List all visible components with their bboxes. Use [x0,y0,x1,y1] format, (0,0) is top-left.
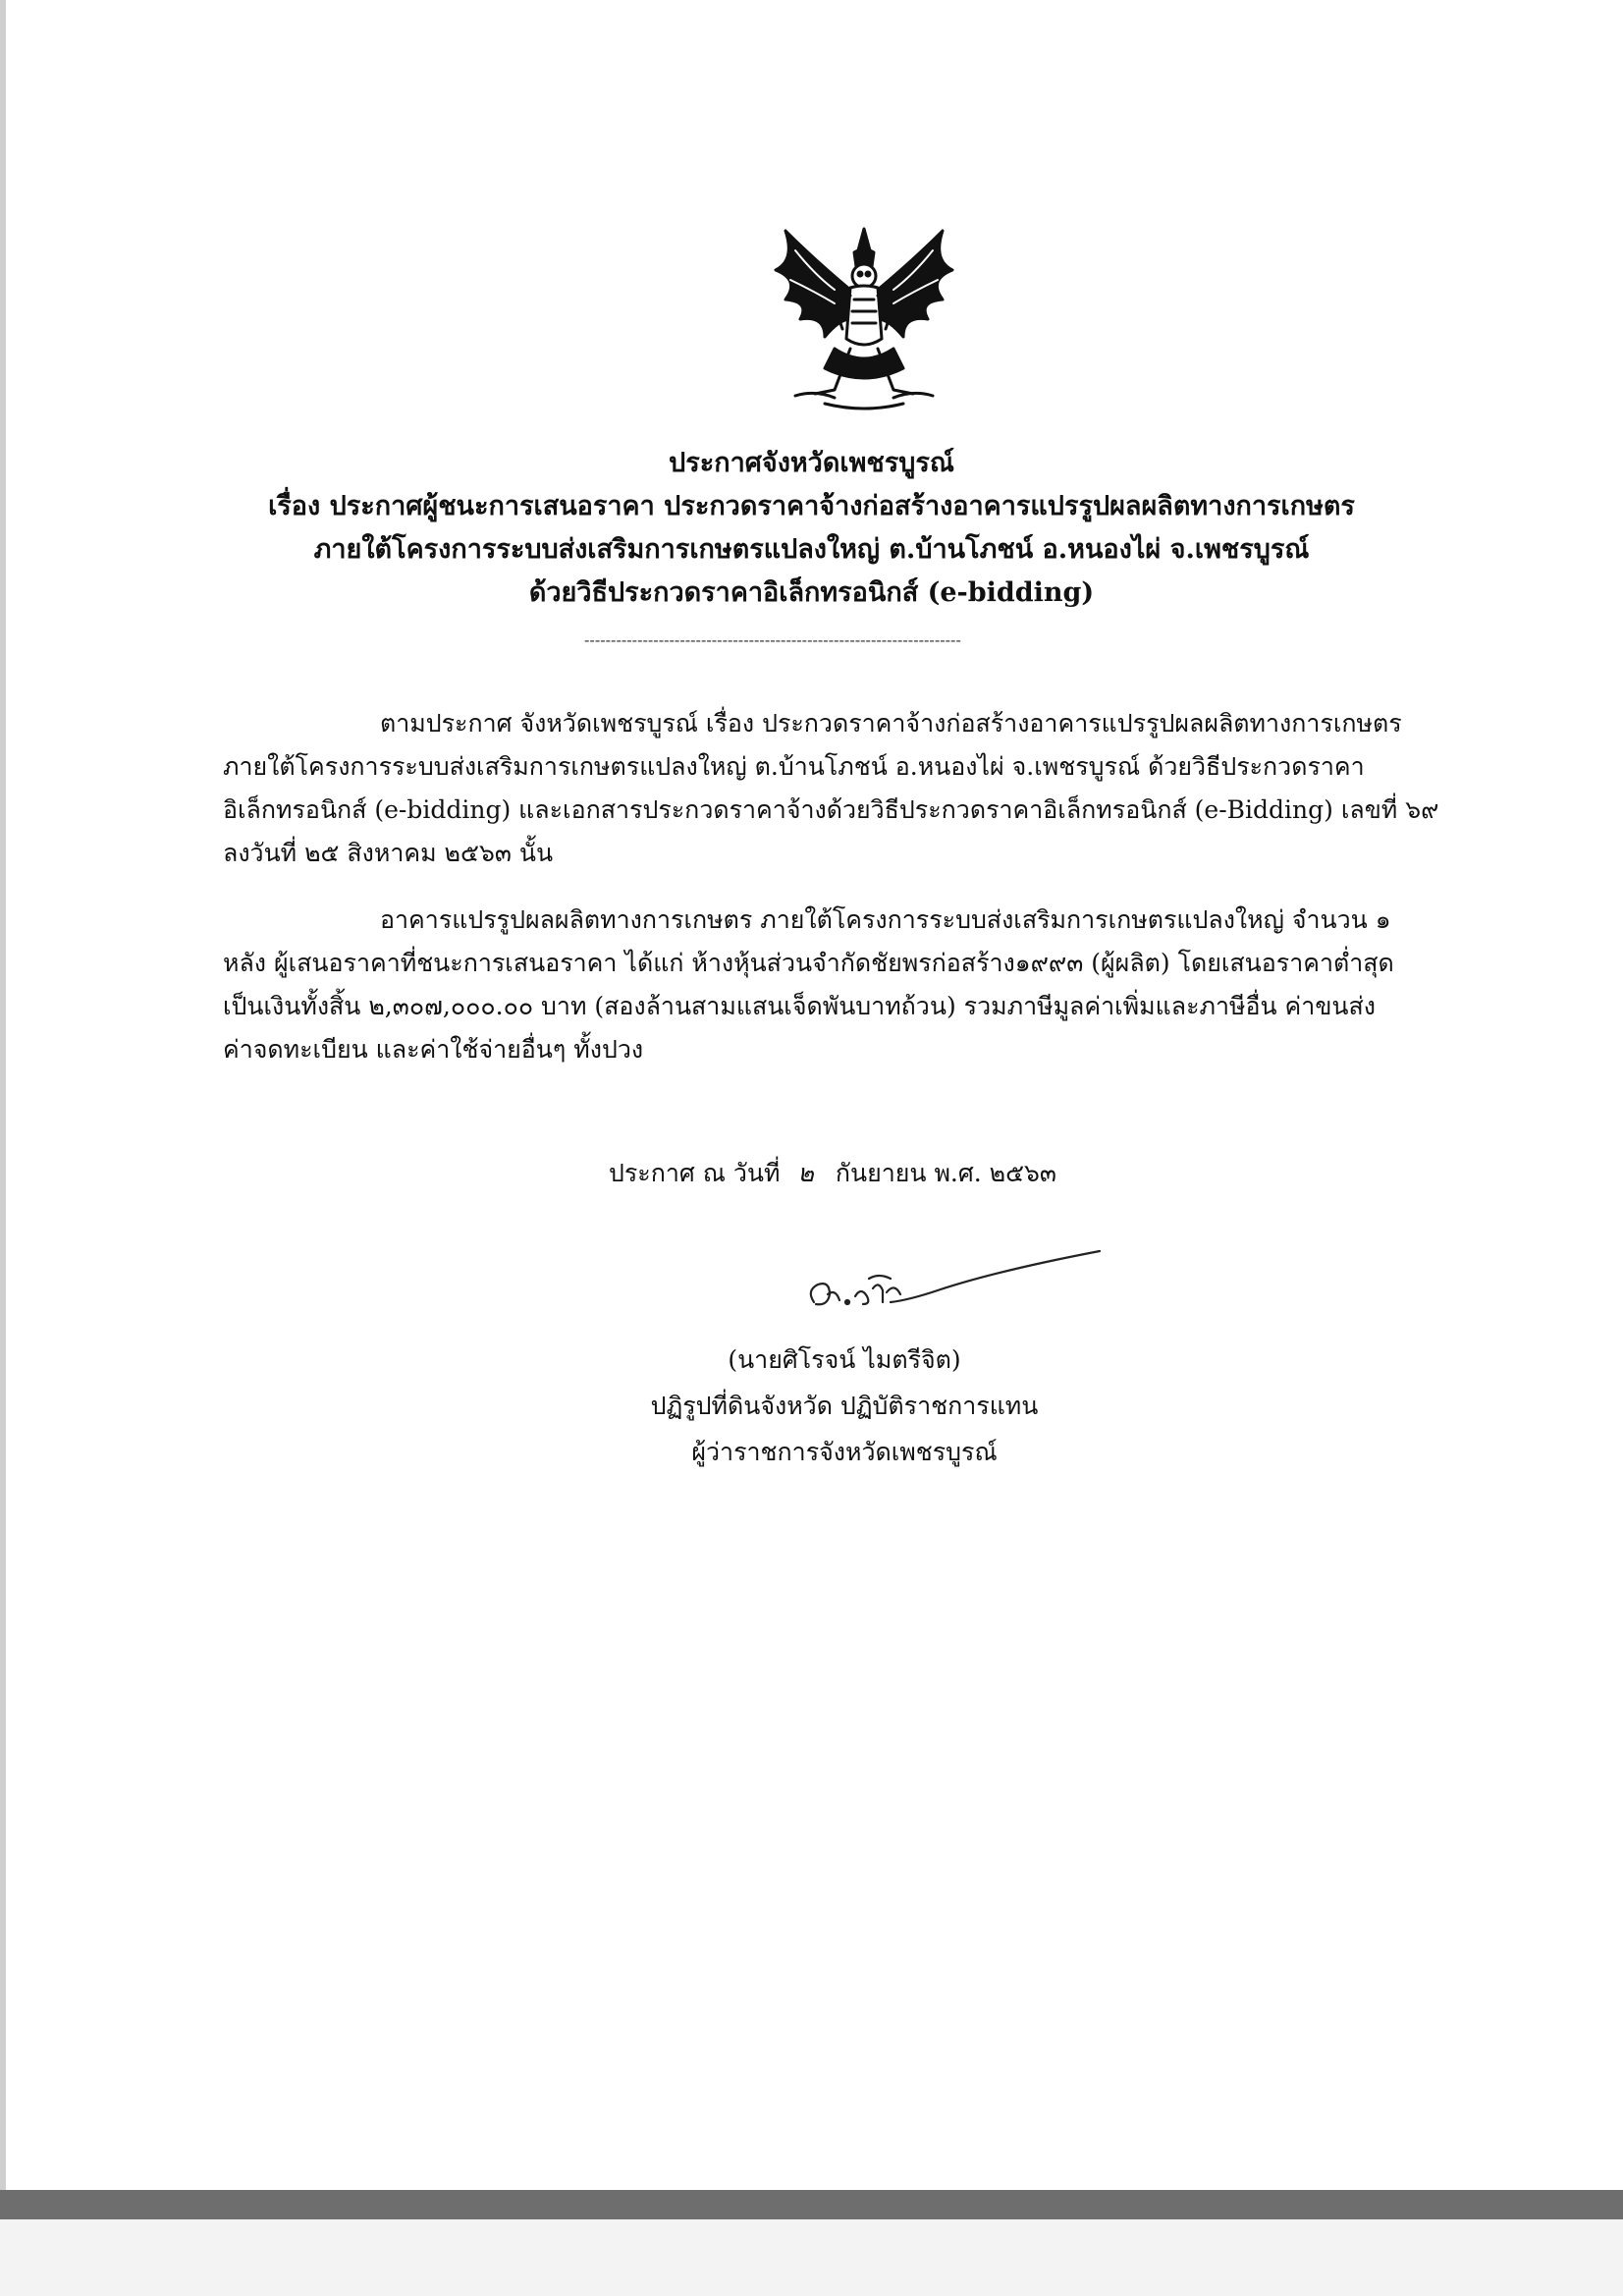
announcement-subject-line2: ภายใต้โครงการระบบส่งเสริมการเกษตรแปลงใหญ่ ต.บ้านโภชน์ อ.หนองไผ่ จ.เพชรบูรณ์ [313,534,1310,565]
scan-left-edge [0,0,6,2190]
signatory-office: ผู้ว่าราชการจังหวัดเพชรบูรณ์ [691,1438,998,1466]
garuda-emblem-icon [756,221,972,417]
signatory-name: (นายศิโรจน์ ไมตรีจิต) [728,1345,961,1374]
paragraph-line: เป็นเงินทั้งสิ้น ๒,๓๐๗,๐๐๐.๐๐ บาท (สองล้านสามแสนเจ็ดพันบาทถ้วน) รวมภาษีมูลค่าเพิ่มและภาษีอื่น ค่าขนส่ง [223,992,1376,1020]
paragraph-line: ลงวันที่ ๒๕ สิงหาคม ๒๕๖๓ นั้น [223,839,554,867]
announcement-date [609,1154,1056,1193]
date-day: ๒ [797,1159,814,1187]
date-prefix: ประกาศ ณ วันที่ [609,1159,781,1187]
body-paragraph-2 [223,899,1463,1071]
scan-bottom-margin [0,2219,1623,2296]
date-suffix: กันยายน พ.ศ. ๒๕๖๓ [835,1159,1057,1187]
handwritten-signature [800,1245,1105,1324]
paragraph-line: ภายใต้โครงการระบบส่งเสริมการเกษตรแปลงใหญ่ ต.บ้านโภชน์ อ.หนองไผ่ จ.เพชรบูรณ์ ด้วยวิธีประกวดราคา [223,752,1365,781]
scan-bottom-bar [0,2190,1623,2219]
announcement-subject-line3: ด้วยวิธีประกวดราคาอิเล็กทรอนิกส์ (e-bidding) [528,577,1095,608]
paragraph-line: หลัง ผู้เสนอราคาที่ชนะการเสนอราคา ได้แก่ ห้างหุ้นส่วนจำกัดชัยพรก่อสร้าง๑๙๙๓ (ผู้ผลิต) โดยเสนอราคาต่ำสุด [223,949,1394,977]
paragraph-line: ตามประกาศ จังหวัดเพชรบูรณ์ เรื่อง ประกวดราคาจ้างก่อสร้างอาคารแปรรูปผลผลิตทางการเกษตร [380,709,1402,738]
announcement-title: ประกาศจังหวัดเพชรบูรณ์ [669,448,954,478]
separator-line: ----------------------------------------------------------------------- [584,630,961,649]
paragraph-line: อิเล็กทรอนิกส์ (e-bidding) และเอกสารประกวดราคาจ้างด้วยวิธีประกวดราคาอิเล็กทรอนิกส์ (e-Bidding) เลขที่ ๖๙ [223,795,1439,824]
announcement-subject: เรื่อง ประกาศผู้ชนะการเสนอราคา ประกวดราคาจ้างก่อสร้างอาคารแปรรูปผลผลิตทางการเกษตร [268,491,1355,521]
paragraph-line: ค่าจดทะเบียน และค่าใช้จ่ายอื่นๆ ทั้งปวง [223,1035,644,1064]
body-paragraph-1 [223,702,1463,875]
signatory-title: ปฏิรูปที่ดินจังหวัด ปฏิบัติราชการแทน [650,1392,1039,1420]
paragraph-line: อาคารแปรรูปผลผลิตทางการเกษตร ภายใต้โครงการระบบส่งเสริมการเกษตรแปลงใหญ่ จำนวน ๑ [380,905,1391,934]
